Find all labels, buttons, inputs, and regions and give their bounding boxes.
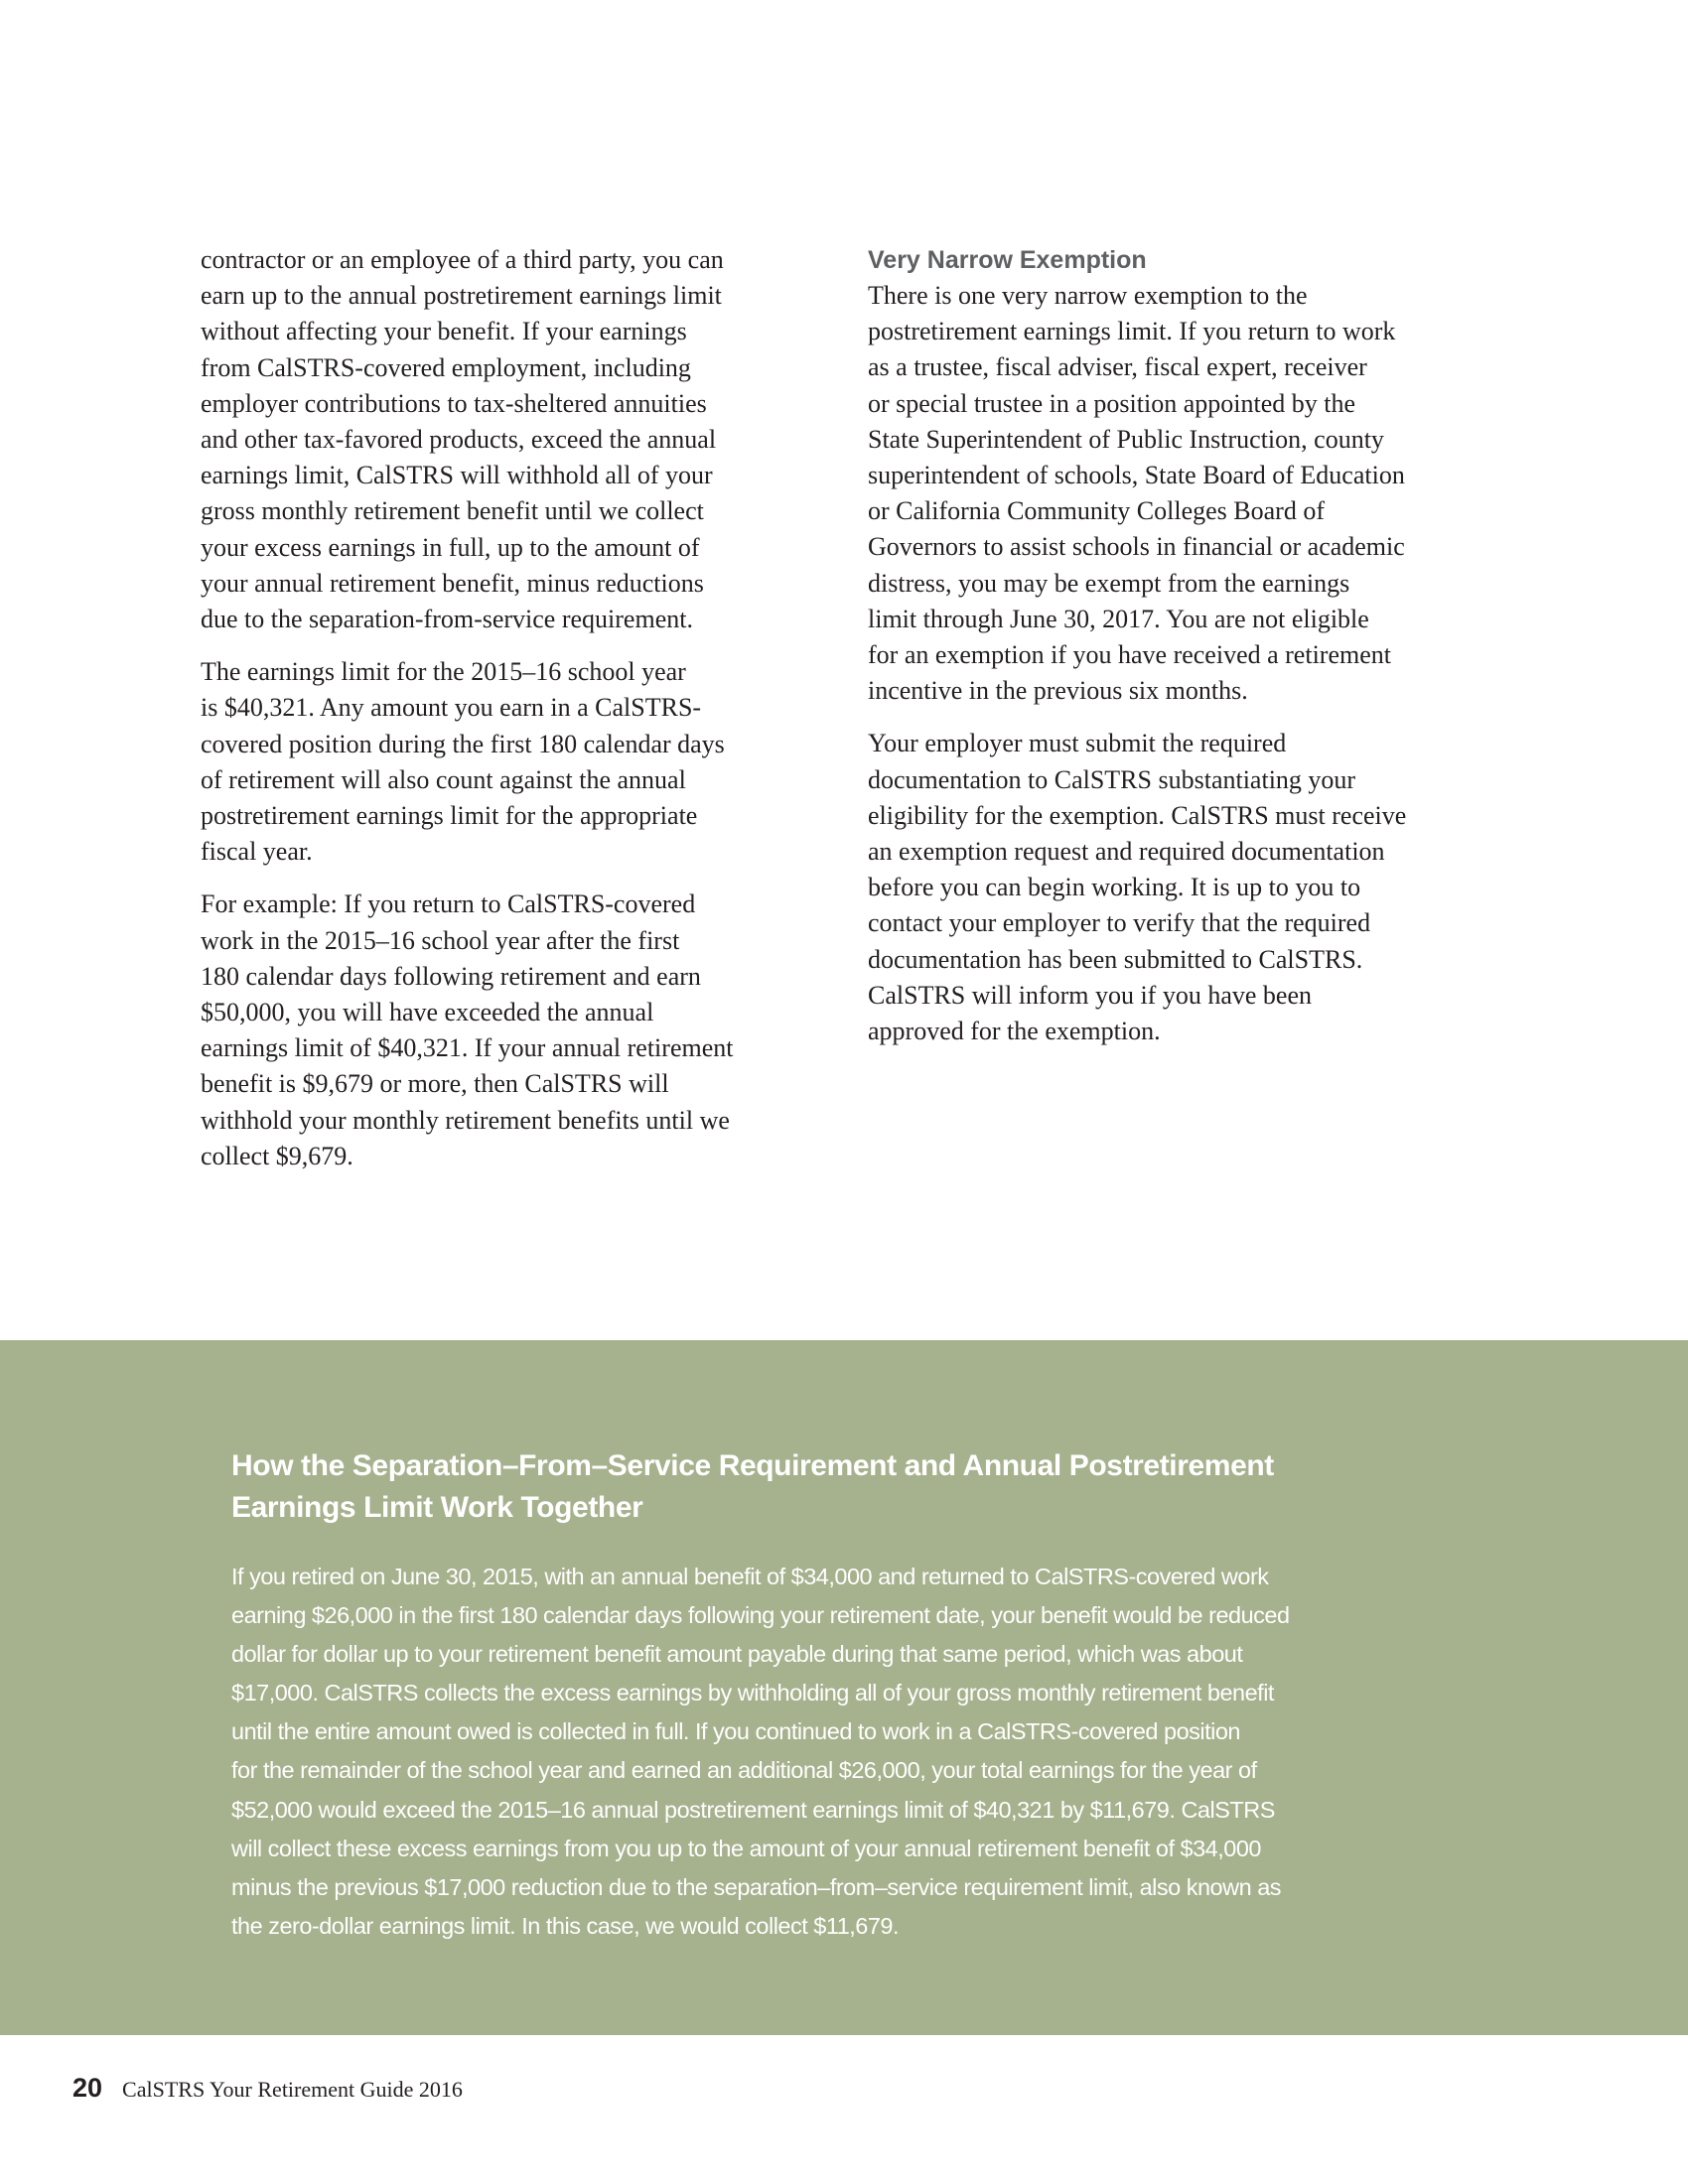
callout-body-line: until the entire amount owed is collected in full. If you continued to work in a CalSTRS-covered position	[231, 1718, 1241, 1745]
text-line: Your employer must submit the required	[868, 729, 1287, 758]
text-line: of retirement will also count against the annual	[201, 764, 686, 794]
callout-body-line: the zero-dollar earnings limit. In this case, we would collect $11,679.	[231, 1912, 900, 1939]
text-line: withhold your monthly retirement benefits until we	[201, 1105, 730, 1135]
text-line: contractor or an employee of a third party, you can	[201, 245, 724, 274]
text-line: documentation to CalSTRS substantiating your	[868, 764, 1356, 794]
text-line: There is one very narrow exemption to the	[868, 281, 1308, 310]
callout-body-line: dollar for dollar up to your retirement benefit amount payable during that same period, which was about	[231, 1641, 1243, 1668]
text-line: approved for the exemption.	[868, 1017, 1161, 1046]
text-line: earn up to the annual postretirement earnings limit	[201, 281, 722, 311]
text-line: State Superintendent of Public Instruction, county	[868, 424, 1384, 454]
callout-body	[231, 1558, 1290, 1946]
text-line: or special trustee in a position appointed by the	[868, 388, 1355, 418]
text-line: and other tax-favored products, exceed the annual	[201, 425, 717, 455]
text-line: due to the separation-from-service requirement.	[201, 605, 693, 634]
text-line: your excess earnings in full, up to the amount of	[201, 532, 700, 562]
text-line: from CalSTRS-covered employment, including	[201, 352, 691, 382]
text-line: collect $9,679.	[201, 1141, 353, 1170]
text-line: $50,000, you will have exceeded the annual	[201, 998, 654, 1027]
callout-title	[231, 1445, 1274, 1529]
publication-title: CalSTRS Your Retirement Guide 2016	[122, 2077, 463, 2102]
page-footer	[72, 2073, 463, 2104]
callout-body-line: for the remainder of the school year and earned an additional $26,000, your total earnings for the year of	[231, 1757, 1257, 1784]
paragraph	[201, 887, 836, 1174]
paragraph	[201, 242, 836, 637]
text-line: your annual retirement benefit, minus reductions	[201, 568, 704, 598]
callout-body-line: earning $26,000 in the first 180 calendar days following your retirement date, your benefit would be reduced	[231, 1602, 1290, 1629]
text-line: 180 calendar days following retirement and earn	[201, 961, 701, 991]
callout-title-line: Earnings Limit Work Together	[231, 1491, 643, 1524]
text-line: contact your employer to verify that the required	[868, 908, 1371, 938]
text-line: work in the 2015–16 school year after the first	[201, 925, 680, 955]
text-line: distress, you may be exempt from the earnings	[868, 568, 1350, 598]
right-column	[868, 242, 1503, 1066]
text-line: covered position during the first 180 calendar days	[201, 729, 725, 758]
text-line: documentation has been submitted to CalSTRS.	[868, 944, 1363, 974]
text-line: or California Community Colleges Board of	[868, 496, 1325, 526]
text-line: earnings limit of $40,321. If your annual retirement	[201, 1033, 734, 1063]
text-line: postretirement earnings limit for the appropriate	[201, 801, 698, 831]
text-line: for an exemption if you have received a retirement	[868, 640, 1391, 670]
text-line: eligibility for the exemption. CalSTRS must receive	[868, 800, 1407, 830]
text-line: postretirement earnings limit. If you return to work	[868, 317, 1396, 346]
left-column	[201, 242, 836, 1191]
text-line: is $40,321. Any amount you earn in a CalSTRS-	[201, 693, 702, 723]
paragraph	[868, 278, 1503, 709]
text-line: fiscal year.	[201, 837, 313, 867]
text-line: employer contributions to tax-sheltered annuities	[201, 388, 707, 418]
text-line: an exemption request and required documentation	[868, 837, 1385, 867]
text-line: The earnings limit for the 2015–16 school year	[201, 657, 686, 687]
text-line: limit through June 30, 2017. You are not eligible	[868, 604, 1369, 633]
callout-body-line: $17,000. CalSTRS collects the excess earnings by withholding all of your gross monthly retirement benefit	[231, 1680, 1274, 1706]
text-line: as a trustee, fiscal adviser, fiscal expert, receiver	[868, 352, 1367, 382]
section-heading: Very Narrow Exemption	[868, 246, 1147, 274]
paragraph	[868, 726, 1503, 1049]
text-line: For example: If you return to CalSTRS-covered	[201, 889, 696, 919]
callout-body-line: If you retired on June 30, 2015, with an annual benefit of $34,000 and returned to CalSTRS-covered work	[231, 1564, 1269, 1589]
text-line: gross monthly retirement benefit until we collect	[201, 496, 704, 526]
callout-title-line: How the Separation–From–Service Requirement and Annual Postretirement	[231, 1449, 1274, 1482]
text-line: superintendent of schools, State Board of Education	[868, 461, 1405, 490]
text-line: CalSTRS will inform you if you have been	[868, 980, 1313, 1010]
callout-body-line: minus the previous $17,000 reduction due to the separation–from–service requirement limit, also known as	[231, 1873, 1282, 1900]
paragraph	[201, 654, 836, 870]
text-line: Governors to assist schools in financial or academic	[868, 532, 1405, 562]
text-line: before you can begin working. It is up to you to	[868, 873, 1361, 902]
text-line: incentive in the previous six months.	[868, 676, 1248, 706]
callout-body-line: will collect these excess earnings from you up to the amount of your annual retirement benefit of $34,000	[231, 1835, 1261, 1861]
text-line: earnings limit, CalSTRS will withhold all of your	[201, 461, 713, 490]
callout-body-line: $52,000 would exceed the 2015–16 annual postretirement earnings limit of $40,321 by $11,679. CalSTRS	[231, 1796, 1275, 1823]
text-line: benefit is $9,679 or more, then CalSTRS will	[201, 1069, 669, 1099]
text-line: without affecting your benefit. If your earnings	[201, 317, 687, 346]
page-number: 20	[72, 2073, 103, 2103]
